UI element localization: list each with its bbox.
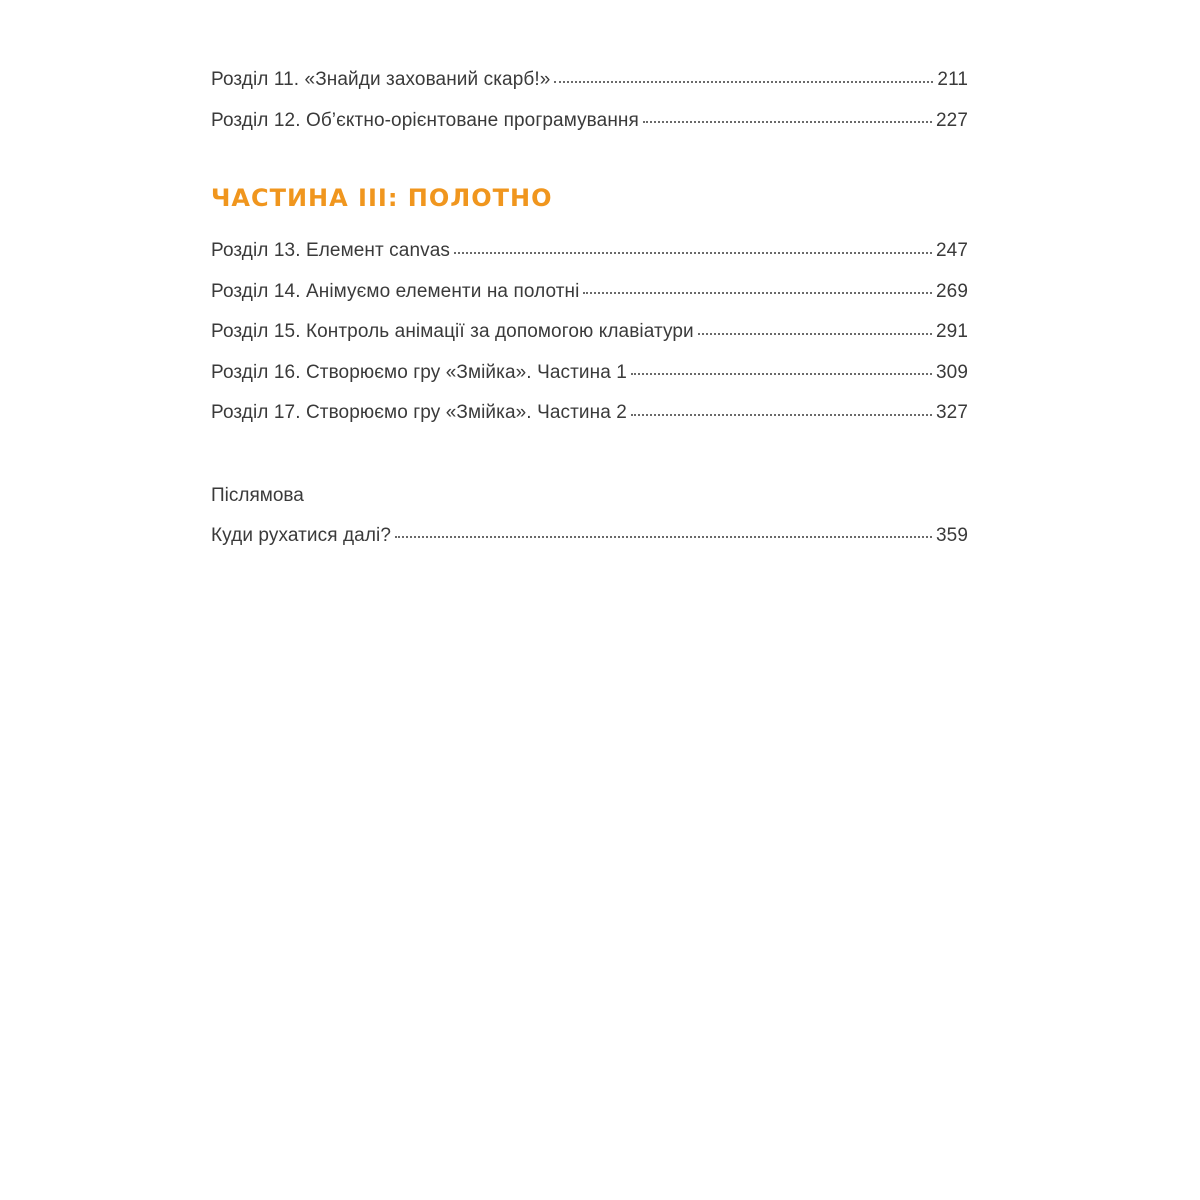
toc-entry-chapter-12 (211, 101, 968, 142)
part3-section (211, 231, 968, 434)
toc-entry-title: Куди рухатися далі? (211, 524, 392, 546)
toc-entry-page: 291 (935, 321, 968, 342)
dot-leader (454, 251, 932, 254)
toc-entry-page: 211 (937, 69, 968, 90)
part-3-heading: ЧАСТИНА III: ПОЛОТНО (211, 184, 553, 212)
toc-entry-title: Розділ 11. «Знайди захований скарб!» (211, 69, 551, 90)
toc-entry-where-next (211, 516, 968, 557)
toc-entry-title: Розділ 15. Контроль анімації за допомогою клавіатури (211, 321, 694, 342)
toc-entry-page: 247 (935, 240, 968, 261)
toc-entry-chapter-17 (211, 393, 968, 434)
toc-entry-title: Розділ 14. Анімуємо елементи на полотні (211, 280, 580, 302)
dot-leader (583, 291, 932, 294)
table-of-contents (211, 60, 968, 556)
dot-leader (554, 80, 933, 83)
toc-entry-title: Розділ 16. Створюємо гру «Змійка». Частина 1 (211, 361, 627, 383)
afterword-heading: Післямова (211, 484, 304, 506)
dot-leader (631, 413, 932, 416)
toc-entry-chapter-15 (211, 312, 968, 353)
toc-entry-page: 327 (935, 402, 968, 423)
dot-leader (643, 120, 932, 123)
part2-tail-section (211, 60, 968, 141)
dot-leader (698, 332, 932, 335)
toc-entry-page: 227 (935, 109, 968, 131)
dot-leader (395, 535, 932, 538)
toc-entry-chapter-11 (211, 60, 968, 101)
toc-entry-chapter-16 (211, 353, 968, 394)
toc-entry-chapter-14 (211, 272, 968, 313)
toc-entry-page: 269 (935, 280, 968, 302)
afterword-section (211, 476, 968, 557)
toc-entry-title: Розділ 13. Елемент canvas (211, 240, 450, 261)
toc-entry-chapter-13 (211, 231, 968, 272)
toc-entry-title: Розділ 17. Створюємо гру «Змійка». Частина 2 (211, 402, 627, 423)
toc-entry-title: Розділ 12. Об’єктно-орієнтоване програмування (211, 109, 639, 131)
toc-entry-page: 359 (935, 524, 968, 546)
dot-leader (631, 372, 932, 375)
toc-entry-page: 309 (935, 361, 968, 383)
